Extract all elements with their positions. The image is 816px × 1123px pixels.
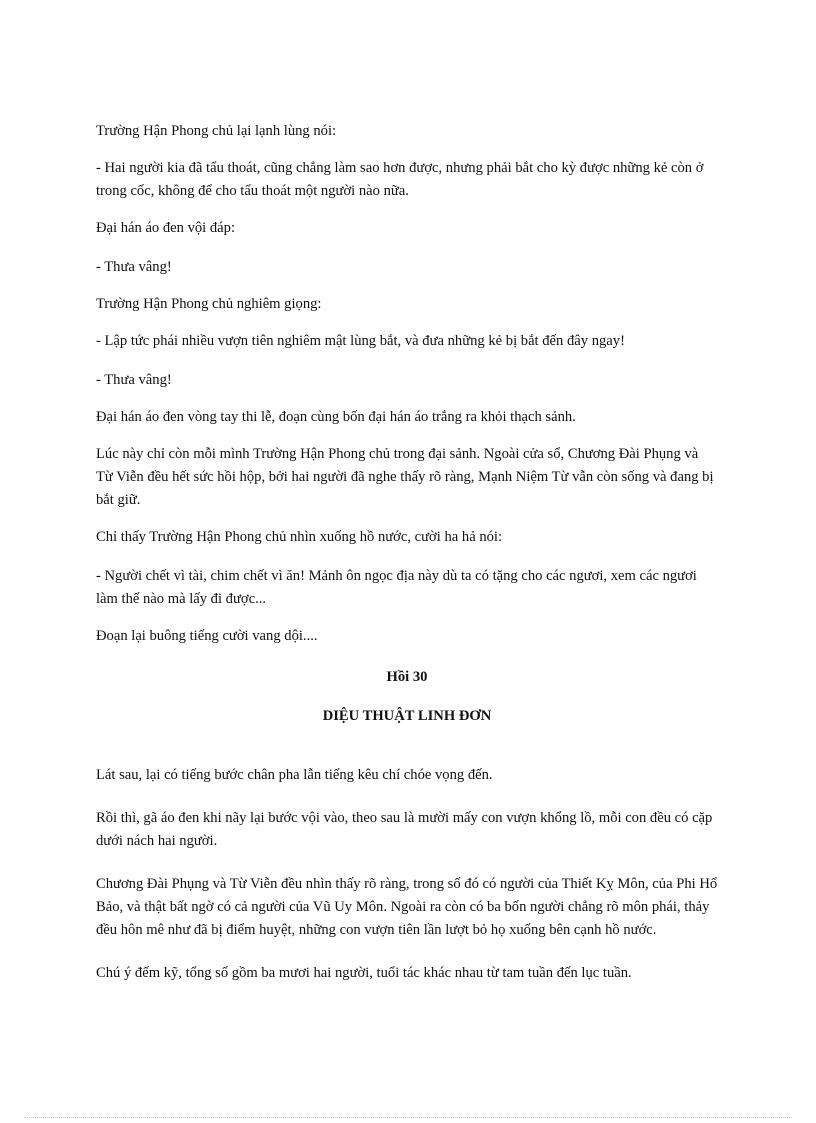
paragraph: Đại hán áo đen vội đáp:: [96, 220, 236, 236]
document-page: [96, 120, 718, 985]
paragraph: Chỉ thấy Trường Hận Phong chủ nhìn xuống hồ nước, cười ha hả nói:: [96, 529, 503, 545]
paragraph: Lúc này chỉ còn mỗi mình Trường Hận Phong chủ trong đại sảnh. Ngoài cửa sổ, Chương Đài Phụng và Từ Viễn đều hết sức hồi hộp, bởi hai người đã nghe thấy rõ ràng, Mạnh Niệm Từ vẫn còn sống và đang bị bắt giữ.: [96, 446, 714, 508]
paragraph: - Thưa vâng!: [96, 259, 172, 275]
chapter-title: DIỆU THUẬT LINH ĐƠN: [322, 708, 492, 724]
chapter-number: Hồi 30: [386, 669, 428, 685]
paragraph: Rồi thì, gã áo đen khi nãy lại bước vội vào, theo sau là mười mấy con vượn khổng lồ, mỗi con đều có cặp dưới nách hai người.: [96, 810, 713, 849]
paragraph: Đoạn lại buông tiếng cười vang dội....: [96, 628, 318, 644]
paragraph: Trường Hận Phong chủ nghiêm giọng:: [96, 296, 322, 312]
paragraph: Chú ý đếm kỹ, tổng số gồm ba mươi hai người, tuổi tác khác nhau từ tam tuần đến lục tuần.: [96, 965, 632, 981]
paragraph: - Thưa vâng!: [96, 372, 172, 388]
paragraph: - Hai người kia đã tẩu thoát, cũng chẳng làm sao hơn được, nhưng phải bắt cho kỳ được những kẻ còn ở trong cốc, không để cho tẩu thoát một người nào nữa.: [96, 160, 704, 199]
paragraph: Lát sau, lại có tiếng bước chân pha lẫn tiếng kêu chí chóe vọng đến.: [96, 767, 493, 783]
paragraph: - Người chết vì tài, chim chết vì ăn! Mảnh ôn ngọc địa này dù ta có tặng cho các ngươi, xem các ngươi làm thế nào mà lấy đi được...: [96, 568, 697, 607]
paragraph: Trường Hận Phong chủ lại lạnh lùng nói:: [96, 123, 337, 139]
paragraph: Chương Đài Phụng và Từ Viễn đều nhìn thấy rõ ràng, trong số đó có người của Thiết Kỵ Môn, của Phi Hổ Bảo, và thật bất ngờ có cả người của Vũ Uy Môn. Ngoài ra còn có ba bốn người chẳng rõ môn phái, thảy đều hôn mê như đã bị điểm huyệt, những con vượn tiên lần lượt bỏ họ xuống bên cạnh hồ nước.: [96, 876, 718, 938]
paragraph: Đại hán áo đen vòng tay thi lễ, đoạn cùng bốn đại hán áo trắng ra khỏi thạch sảnh.: [96, 409, 576, 425]
page-bottom-divider: [24, 1117, 792, 1118]
paragraph: - Lập tức phái nhiều vượn tiên nghiêm mật lùng bắt, và đưa những kẻ bị bắt đến đây ngay!: [96, 333, 625, 349]
